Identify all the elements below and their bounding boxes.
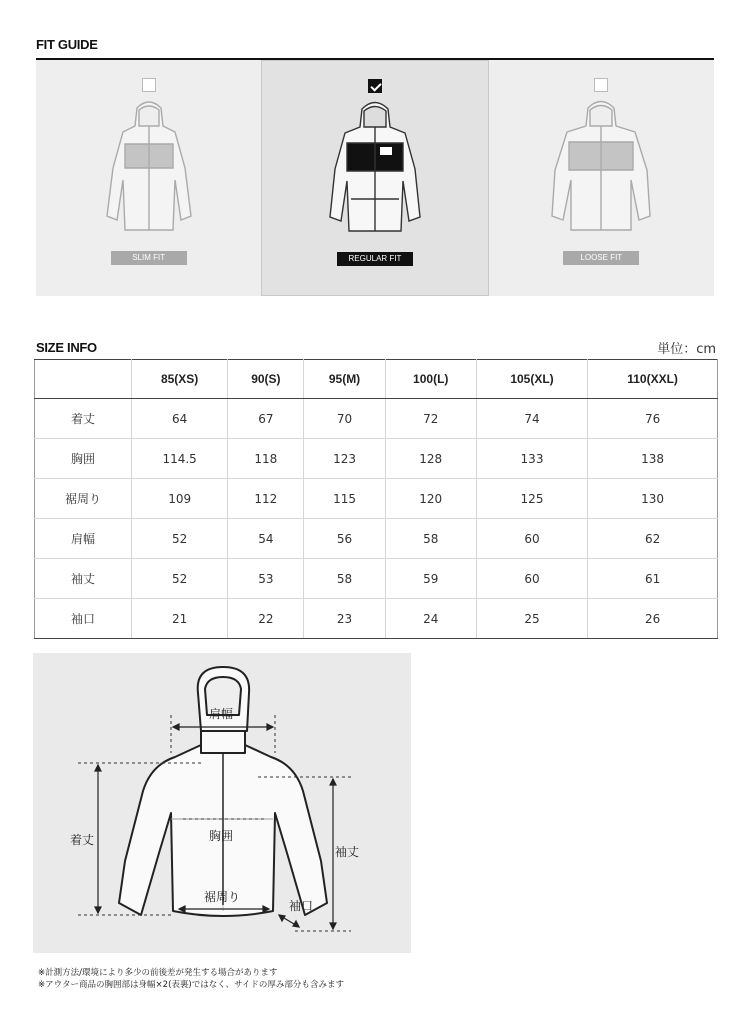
fit-label-regular: REGULAR FIT: [337, 252, 413, 266]
table-cell: 125: [476, 479, 587, 519]
table-row: [35, 599, 718, 639]
table-cell: 21: [132, 599, 228, 639]
table-row: [35, 399, 718, 439]
row-label: 袖口: [35, 599, 132, 639]
table-cell: 23: [304, 599, 385, 639]
table-cell: 52: [132, 559, 228, 599]
footnote: ※アウター商品の胸囲部は身幅×2(表裏)ではなく、サイドの厚み部分も含みます: [38, 980, 344, 990]
table-cell: 24: [385, 599, 476, 639]
footnotes: [38, 967, 344, 991]
size-table: [34, 359, 718, 639]
table-cell: 22: [228, 599, 304, 639]
table-cell: 67: [228, 399, 304, 439]
row-label: 胸囲: [35, 439, 132, 479]
table-cell: 25: [476, 599, 587, 639]
table-row: [35, 439, 718, 479]
table-cell: 133: [476, 439, 587, 479]
column-header: 85(XS): [132, 360, 228, 399]
fit-guide-title: FIT GUIDE: [36, 37, 98, 52]
table-cell: 62: [588, 519, 718, 559]
table-cell: 138: [588, 439, 718, 479]
table-cell: 54: [228, 519, 304, 559]
jacket-slim-icon: [99, 98, 199, 238]
table-cell: 26: [588, 599, 718, 639]
table-cell: 115: [304, 479, 385, 519]
table-cell: 53: [228, 559, 304, 599]
label-length: 着丈: [70, 833, 95, 847]
column-header: 100(L): [385, 360, 476, 399]
row-label: 袖丈: [35, 559, 132, 599]
table-cell: 76: [588, 399, 718, 439]
table-row: [35, 559, 718, 599]
fit-option-regular[interactable]: [261, 60, 488, 296]
table-cell: 109: [132, 479, 228, 519]
checkbox-icon[interactable]: [594, 78, 608, 92]
checkbox-icon[interactable]: [142, 78, 156, 92]
table-cell: 59: [385, 559, 476, 599]
label-shoulder: 肩幅: [209, 707, 234, 721]
table-cell: 64: [132, 399, 228, 439]
checkbox-checked-icon[interactable]: [368, 79, 382, 93]
fit-label-loose: LOOSE FIT: [563, 251, 639, 265]
label-hem: 裾周り: [204, 890, 241, 904]
table-cell: 120: [385, 479, 476, 519]
column-header: 110(XXL): [588, 360, 718, 399]
footnote: ※計測方法/環境により多少の前後差が発生する場合があります: [38, 968, 278, 978]
label-cuff: 袖口: [289, 899, 314, 913]
table-cell: 52: [132, 519, 228, 559]
fit-option-slim[interactable]: [36, 60, 261, 296]
label-chest: 胸囲: [209, 829, 234, 843]
jacket-regular-icon: [325, 99, 425, 239]
table-cell: 114.5: [132, 439, 228, 479]
table-cell: 112: [228, 479, 304, 519]
unit-label: 単位：cm: [657, 342, 716, 357]
row-label: 裾周り: [35, 479, 132, 519]
table-cell: 58: [385, 519, 476, 559]
row-label: 着丈: [35, 399, 132, 439]
table-cell: 72: [385, 399, 476, 439]
table-cell: 118: [228, 439, 304, 479]
fit-guide-panels: [36, 60, 714, 296]
column-header: 95(M): [304, 360, 385, 399]
column-header: 90(S): [228, 360, 304, 399]
table-row: [35, 519, 718, 559]
table-header-row: [35, 360, 718, 399]
table-cell: 74: [476, 399, 587, 439]
fit-label-slim: SLIM FIT: [111, 251, 187, 265]
table-cell: 60: [476, 559, 587, 599]
table-cell: 123: [304, 439, 385, 479]
row-label: 肩幅: [35, 519, 132, 559]
table-cell: 130: [588, 479, 718, 519]
table-cell: 70: [304, 399, 385, 439]
size-info-title: SIZE INFO: [36, 340, 97, 355]
label-sleeve: 袖丈: [335, 845, 360, 859]
jacket-outline-icon: [33, 653, 411, 953]
table-cell: 60: [476, 519, 587, 559]
table-row: [35, 479, 718, 519]
table-corner-cell: [35, 360, 132, 399]
table-cell: 128: [385, 439, 476, 479]
table-cell: 61: [588, 559, 718, 599]
column-header: 105(XL): [476, 360, 587, 399]
table-cell: 56: [304, 519, 385, 559]
jacket-loose-icon: [551, 98, 651, 238]
table-cell: 58: [304, 559, 385, 599]
measurement-diagram: [33, 653, 411, 953]
fit-option-loose[interactable]: [489, 60, 714, 296]
